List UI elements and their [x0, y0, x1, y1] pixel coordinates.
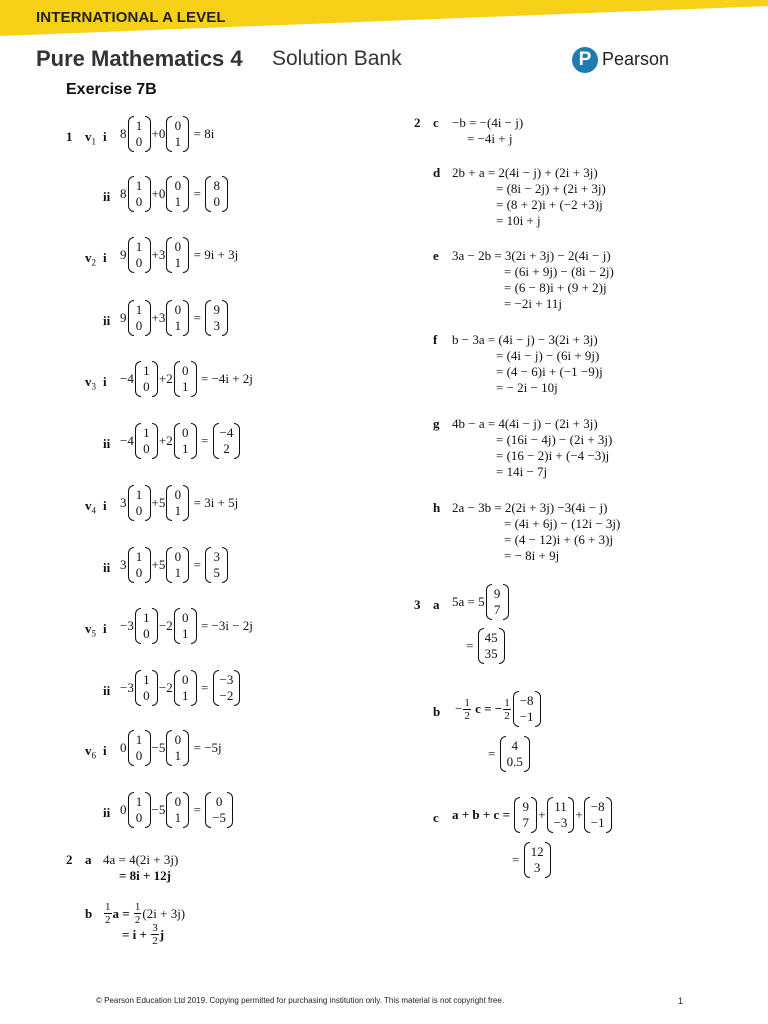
part-label: ii — [103, 560, 111, 575]
q2e-line-4: = −2i + 11j — [504, 296, 562, 311]
question-number-1: 1 — [66, 129, 73, 144]
q3a-line-2: = 45 35 — [466, 628, 506, 664]
page-title: Pure Mathematics 4 — [36, 46, 243, 71]
copyright-footer: © Pearson Education Ltd 2019. Copying permitted for purchasing institution only. This material is not copyright free. — [96, 996, 505, 1005]
equation-v1-i: 8 1 0 + 0 0 1 = 8i — [120, 116, 214, 152]
equation-v6-i: 0 1 0 − 5 0 1 = −5j — [120, 730, 222, 766]
equation-v2-ii: 9 1 0 + 3 0 1 = 9 3 — [120, 300, 229, 336]
vector-label-v3: $v_3$ — [85, 374, 96, 392]
question-number-2: 2 — [66, 852, 73, 867]
vector-label-v4: $v_4$ — [85, 498, 96, 516]
part-label: ii — [103, 805, 111, 820]
part-label: b — [433, 704, 441, 719]
pearson-logo-icon: P — [572, 47, 598, 73]
page-subtitle: Solution Bank — [272, 47, 402, 70]
part-label: c — [433, 115, 439, 130]
q2h-line-4: = − 8i + 9j — [504, 548, 560, 563]
part-label: e — [433, 248, 439, 263]
equation-v4-i: 3 1 0 + 5 0 1 = 3i + 5j — [120, 485, 238, 521]
part-label: i — [103, 250, 107, 265]
q2c-line-2: = −4i + j — [467, 131, 513, 146]
question-number-2-cont: 2 — [414, 115, 421, 130]
equation-v5-i: −3 1 0 − 2 0 1 = −3i − 2j — [120, 608, 253, 644]
part-label: a — [85, 852, 92, 867]
q3c-line-1: a + b + c = 9 7 + 11 −3 + −8 −1 — [452, 797, 613, 833]
q2d-line-1: 2b + a = 2(4i − j) + (2i + 3j) — [452, 165, 598, 180]
vector-label-v6: $v_6$ — [85, 743, 96, 761]
q2b-line-2: = i + $\frac{3}{2}$ j — [122, 922, 165, 947]
q2g-line-4: = 14i − 7j — [496, 464, 548, 479]
exercise-heading: Exercise 7B — [66, 81, 157, 98]
part-label: h — [433, 500, 441, 515]
part-label: c — [433, 810, 439, 825]
q2f-line-3: = (4 − 6)i + (−1 −9)j — [496, 364, 603, 379]
q2g-line-1: 4b − a = 4(4i − j) − (2i + 3j) — [452, 416, 598, 431]
part-label: a — [433, 597, 440, 612]
vector-label-v2: $v_2$ — [85, 250, 96, 268]
q2g-line-3: = (16 − 2)i + (−4 −3)j — [496, 448, 610, 463]
q2c-line-1: −b = −(4i − j) — [452, 115, 524, 130]
q2d-line-3: = (8 + 2)i + (−2 +3)j — [496, 197, 603, 212]
equation-v3-i: −4 1 0 + 2 0 1 = −4i + 2j — [120, 361, 253, 397]
q2a-line-2: = 8i + 12j — [119, 868, 172, 883]
part-label: d — [433, 165, 441, 180]
part-label: b — [85, 906, 93, 921]
q2e-line-3: = (6 − 8)i + (9 + 2)j — [504, 280, 607, 295]
equation-v4-ii: 3 1 0 + 5 0 1 = 3 5 — [120, 547, 229, 583]
part-label: i — [103, 621, 107, 636]
top-banner — [0, 0, 768, 36]
banner-text: INTERNATIONAL A LEVEL — [36, 9, 226, 26]
q3b-line-1: − $\frac{1}{2}$ c = − $\frac{1}{2}$ −8 −1 — [455, 691, 542, 727]
q2h-line-3: = (4 − 12)i + (6 + 3)j — [504, 532, 614, 547]
part-label: g — [433, 416, 440, 431]
q2h-line-1: 2a − 3b = 2(2i + 3j) −3(4i − j) — [452, 500, 608, 515]
q2g-line-2: = (16i − 4j) − (2i + 3j) — [496, 432, 613, 447]
equation-v1-ii: 8 1 0 + 0 0 1 = 8 0 — [120, 176, 229, 212]
pearson-logo-text: Pearson — [602, 49, 670, 69]
q2e-line-2: = (6i + 9j) − (8i − 2j) — [504, 264, 614, 279]
q3a-line-1: 5a = 5 9 7 — [452, 584, 510, 620]
part-label: ii — [103, 313, 111, 328]
part-label: i — [103, 374, 107, 389]
q2b-line-1: $\frac{1}{2}$ a = $\frac{1}{2}$ (2i + 3j) — [105, 901, 186, 926]
q3c-line-2: = 12 3 — [512, 842, 552, 878]
equation-v5-ii: −3 1 0 − 2 0 1 = −3 −2 — [120, 670, 241, 706]
vector-label-v5: $v_5$ — [85, 621, 96, 639]
q2d-line-2: = (8i − 2j) + (2i + 3j) — [496, 181, 606, 196]
part-label: ii — [103, 683, 111, 698]
q2h-line-2: = (4i + 6j) − (12i − 3j) — [504, 516, 621, 531]
q3b-line-2: = 4 0.5 — [488, 736, 531, 772]
part-label: f — [433, 332, 438, 347]
page-number: 1 — [678, 996, 684, 1006]
q2f-line-2: = (4i − j) − (6i + 9j) — [496, 348, 600, 363]
vector-label-v1: $v_1$ — [85, 129, 96, 147]
equation-v3-ii: −4 1 0 + 2 0 1 = −4 2 — [120, 423, 241, 459]
part-label: ii — [103, 436, 111, 451]
part-label: ii — [103, 189, 111, 204]
q2a-line-1: 4a = 4(2i + 3j) — [103, 852, 179, 867]
q2d-line-4: = 10i + j — [496, 213, 541, 228]
q2f-line-4: = − 2i − 10j — [496, 380, 558, 395]
part-label: i — [103, 129, 107, 144]
q2e-line-1: 3a − 2b = 3(2i + 3j) − 2(4i − j) — [452, 248, 611, 263]
equation-v2-i: 9 1 0 + 3 0 1 = 9i + 3j — [120, 237, 238, 273]
part-label: i — [103, 743, 107, 758]
q2f-line-1: b − 3a = (4i − j) − 3(2i + 3j) — [452, 332, 598, 347]
part-label: i — [103, 498, 107, 513]
question-number-3: 3 — [414, 597, 421, 612]
equation-v6-ii: 0 1 0 − 5 0 1 = 0 −5 — [120, 792, 234, 828]
